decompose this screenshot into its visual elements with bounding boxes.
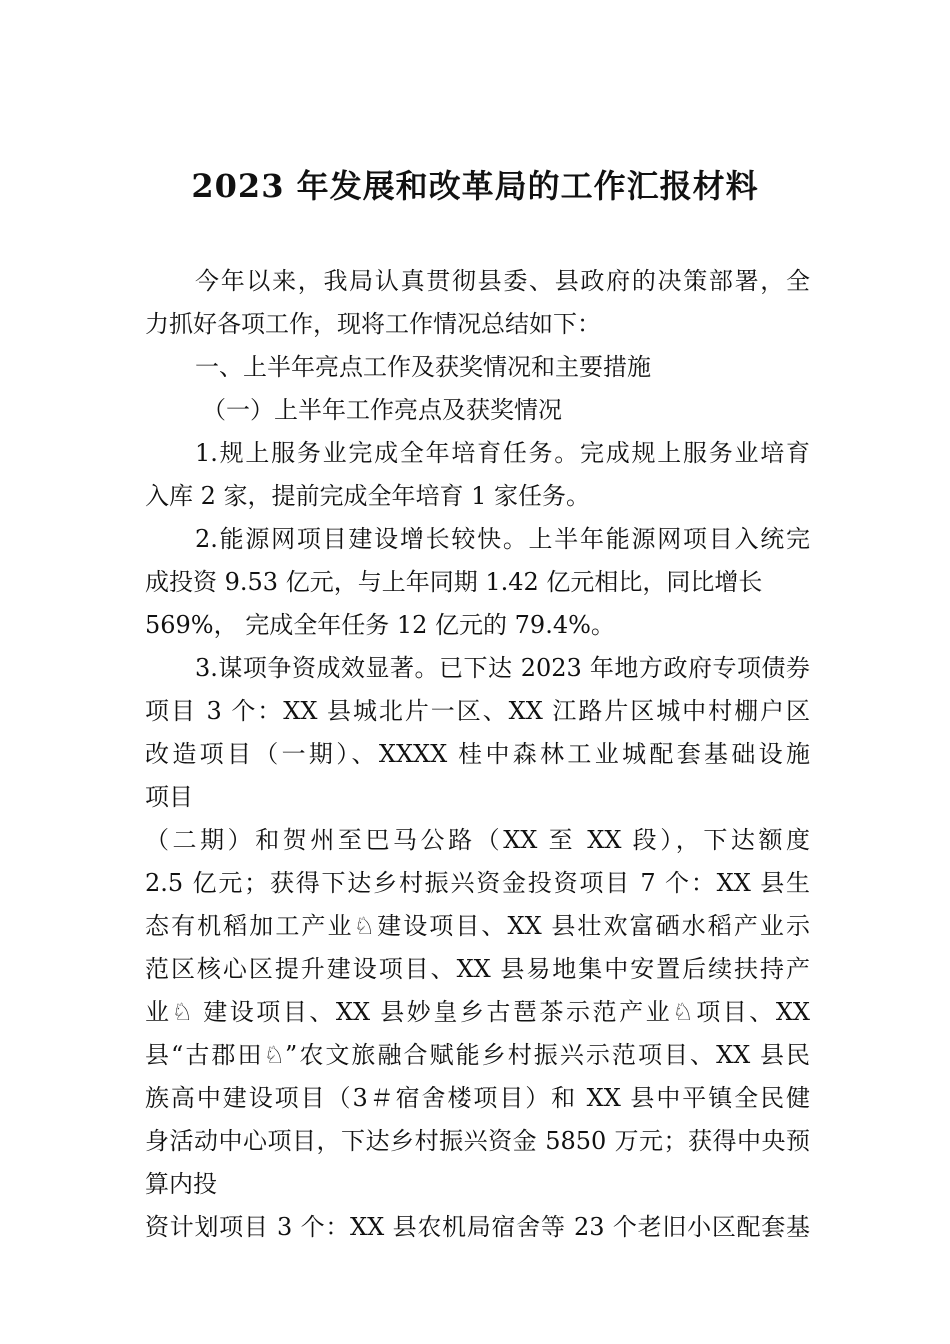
subsection-heading: （一）上半年工作亮点及获奖情况 — [202, 396, 562, 424]
paragraph-line: 2.能源网项目建设增长较快。上半年能源网项目入统完 — [195, 525, 810, 553]
paragraph-line: 3.谋项争资成效显著。已下达 2023 年地方政府专项债券 — [195, 654, 810, 682]
paragraph-line: 改造项目（一期）、XXXX 桂中森林工业城配套基础设施 — [145, 740, 810, 768]
paragraph-line: 项目 3 个：XX 县城北片一区、XX 江路片区城中村棚户区 — [145, 697, 810, 725]
paragraph-line: 入库 2 家，提前完成全年培育 1 家任务。 — [145, 482, 591, 510]
paragraph-line: 成投资 9.53 亿元，与上年同期 1.42 亿元相比，同比增长 — [145, 568, 763, 596]
paragraph-line: 族高中建设项目（3＃宿舍楼项目）和 XX 县中平镇全民健 — [145, 1084, 810, 1112]
paragraph-line: 身活动中心项目，下达乡村振兴资金 5850 万元；获得中央预 — [145, 1127, 810, 1155]
paragraph-line: 力抓好各项工作，现将工作情况总结如下： — [145, 310, 601, 338]
paragraph-line: 今年以来，我局认真贯彻县委、县政府的决策部署，全 — [195, 267, 810, 295]
document-title: 2023 年发展和改革局的工作汇报材料 — [191, 167, 759, 205]
paragraph-line: （二期）和贺州至巴马公路（XX 至 XX 段），下达额度 — [145, 826, 810, 854]
paragraph-line: 2.5 亿元；获得下达乡村振兴资金投资项目 7 个：XX 县生 — [145, 869, 810, 897]
paragraph-line: 范区核心区提升建设项目、XX 县易地集中安置后续扶持产 — [145, 955, 810, 983]
paragraph-line: 资计划项目 3 个：XX 县农机局宿舍等 23 个老旧小区配套基 — [145, 1213, 810, 1241]
paragraph-line: 业♘ 建设项目、XX 县妙皇乡古琶茶示范产业♘项目、XX — [145, 998, 810, 1026]
paragraph-line: 县“古郡田♘”农文旅融合赋能乡村振兴示范项目、XX 县民 — [145, 1041, 810, 1069]
paragraph-line: 算内投 — [145, 1170, 217, 1198]
paragraph-line: 项目 — [145, 783, 193, 811]
paragraph-line: 态有机稻加工产业♘建设项目、XX 县壮欢富硒水稻产业示 — [145, 912, 810, 940]
document-body — [145, 260, 810, 1249]
paragraph-line: 569%， 完成全年任务 12 亿元的 79.4%。 — [145, 611, 615, 639]
section-heading: 一、上半年亮点工作及获奖情况和主要措施 — [195, 353, 651, 381]
paragraph-line: 1.规上服务业完成全年培育任务。完成规上服务业培育 — [195, 439, 810, 467]
